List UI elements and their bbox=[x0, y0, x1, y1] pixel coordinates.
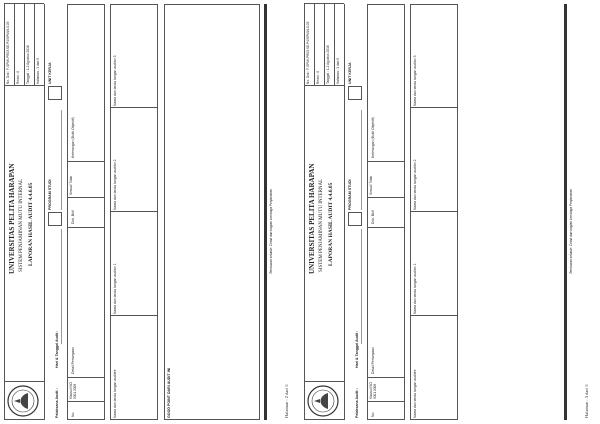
signature-auditor-3: Nama dan tanda tangan auditor 3 bbox=[413, 55, 417, 106]
col-keterangan: Keterangan (Bukti Objektif) bbox=[371, 117, 375, 158]
hari-tanggal-label: Hari & Tanggal Audit : bbox=[55, 330, 59, 368]
document-title: LAPORAN HASIL AUDIT 4.4.6.05 bbox=[328, 182, 334, 266]
meta-revisi: Revisi : 0 bbox=[16, 70, 20, 84]
pelaksana-audit-label: Pelaksana Audit : bbox=[55, 388, 59, 418]
unit-kerja-label: UNIT KERJA bbox=[348, 62, 352, 84]
pelaksana-audit-label: Pelaksana Audit : bbox=[355, 388, 359, 418]
col-keterangan: Keterangan (Bukti Objektif) bbox=[71, 117, 75, 158]
page-number: Halaman : 2 dari 5 bbox=[284, 384, 289, 418]
col-sesuai: Sesuai/ Tidak bbox=[369, 175, 373, 195]
rotated-form-right bbox=[300, 0, 600, 424]
university-name: UNIVERSITAS PELITA HARAPAN bbox=[308, 163, 316, 274]
page-number: Halaman : 3 dari 5 bbox=[584, 384, 589, 418]
col-klausul: Klausul ISO 9001 2008 bbox=[69, 382, 77, 399]
signature-auditee: Nama dan tanda tangan auditee bbox=[113, 369, 117, 418]
meta-halaman: Halaman : 1 dari 5 bbox=[36, 57, 40, 84]
col-detail: Detail Pertanyaan bbox=[71, 347, 75, 374]
footer-bar bbox=[264, 4, 267, 420]
col-no: No. bbox=[71, 411, 75, 417]
col-no: No. bbox=[371, 411, 375, 417]
col-detail: Detail Pertanyaan bbox=[371, 347, 375, 374]
program-studi-checkbox[interactable] bbox=[48, 212, 62, 226]
university-seal-icon bbox=[306, 384, 340, 418]
hari-tanggal-label: Hari & Tanggal Audit : bbox=[355, 330, 359, 368]
unit-kerja-label: UNIT KERJA bbox=[48, 62, 52, 84]
meta-no-dok: No. Dok : F-SPMI-PR03.SE.P4/SPMI/4.0.05 bbox=[6, 21, 10, 84]
program-studi-label: PROGRAM STUDI bbox=[348, 179, 352, 210]
col-sesuai: Sesuai/ Tidak bbox=[69, 175, 73, 195]
signature-auditor-1: Nama dan tanda tangan auditor 1 bbox=[113, 263, 117, 314]
university-name: UNIVERSITAS PELITA HARAPAN bbox=[8, 163, 16, 274]
signature-auditor-2: Nama dan tanda tangan auditor 2 bbox=[113, 159, 117, 210]
col-klausul: Klausul ISO 9001 2008 bbox=[369, 382, 377, 399]
program-studi-label: PROGRAM STUDI bbox=[48, 179, 52, 210]
system-name: SISTEM PENJAMINAN MUTU INTERNAL bbox=[19, 178, 24, 272]
program-studi-checkbox[interactable] bbox=[348, 212, 362, 226]
signature-auditor-3: Nama dan tanda tangan auditor 3 bbox=[113, 55, 117, 106]
meta-revisi: Revisi : 0 bbox=[316, 70, 320, 84]
col-dok-bukti: Dok. Bkt/ bbox=[71, 210, 75, 224]
footer-note: Tembusan seluruh: Cetak dan bagian Lembaga Penjaminan bbox=[269, 189, 273, 274]
meta-tanggal: Tanggal : 1-2 Agustus 2016 bbox=[326, 45, 330, 84]
footer-bar bbox=[564, 4, 567, 420]
university-seal-icon bbox=[6, 384, 40, 418]
unit-kerja-checkbox[interactable] bbox=[348, 86, 362, 100]
unit-kerja-checkbox[interactable] bbox=[48, 86, 62, 100]
meta-tanggal: Tanggal : 1-2 Agustus 2016 bbox=[26, 45, 30, 84]
meta-halaman: Halaman : 1 dari 5 bbox=[336, 57, 340, 84]
footer-note: Tembusan seluruh: Cetak dan bagian Lembaga Penjaminan bbox=[569, 189, 573, 274]
signature-auditor-1: Nama dan tanda tangan auditor 1 bbox=[413, 263, 417, 314]
meta-no-dok: No. Dok : F-SPMI-PR03.SE.P4/SPMI/4.0.05 bbox=[306, 21, 310, 84]
signature-auditor-2: Nama dan tanda tangan auditor 2 bbox=[413, 159, 417, 210]
document-title: LAPORAN HASIL AUDIT 4.4.6.05 bbox=[28, 182, 34, 266]
document-page-right bbox=[300, 0, 600, 424]
system-name: SISTEM PENJAMINAN MUTU INTERNAL bbox=[319, 178, 324, 272]
col-dok-bukti: Dok. Bkt/ bbox=[371, 210, 375, 224]
signature-auditee: Nama dan tanda tangan auditee bbox=[413, 369, 417, 418]
good-point-label: GOOD POINT DARI AUDIT INI bbox=[167, 367, 171, 418]
good-point-box bbox=[164, 4, 260, 420]
